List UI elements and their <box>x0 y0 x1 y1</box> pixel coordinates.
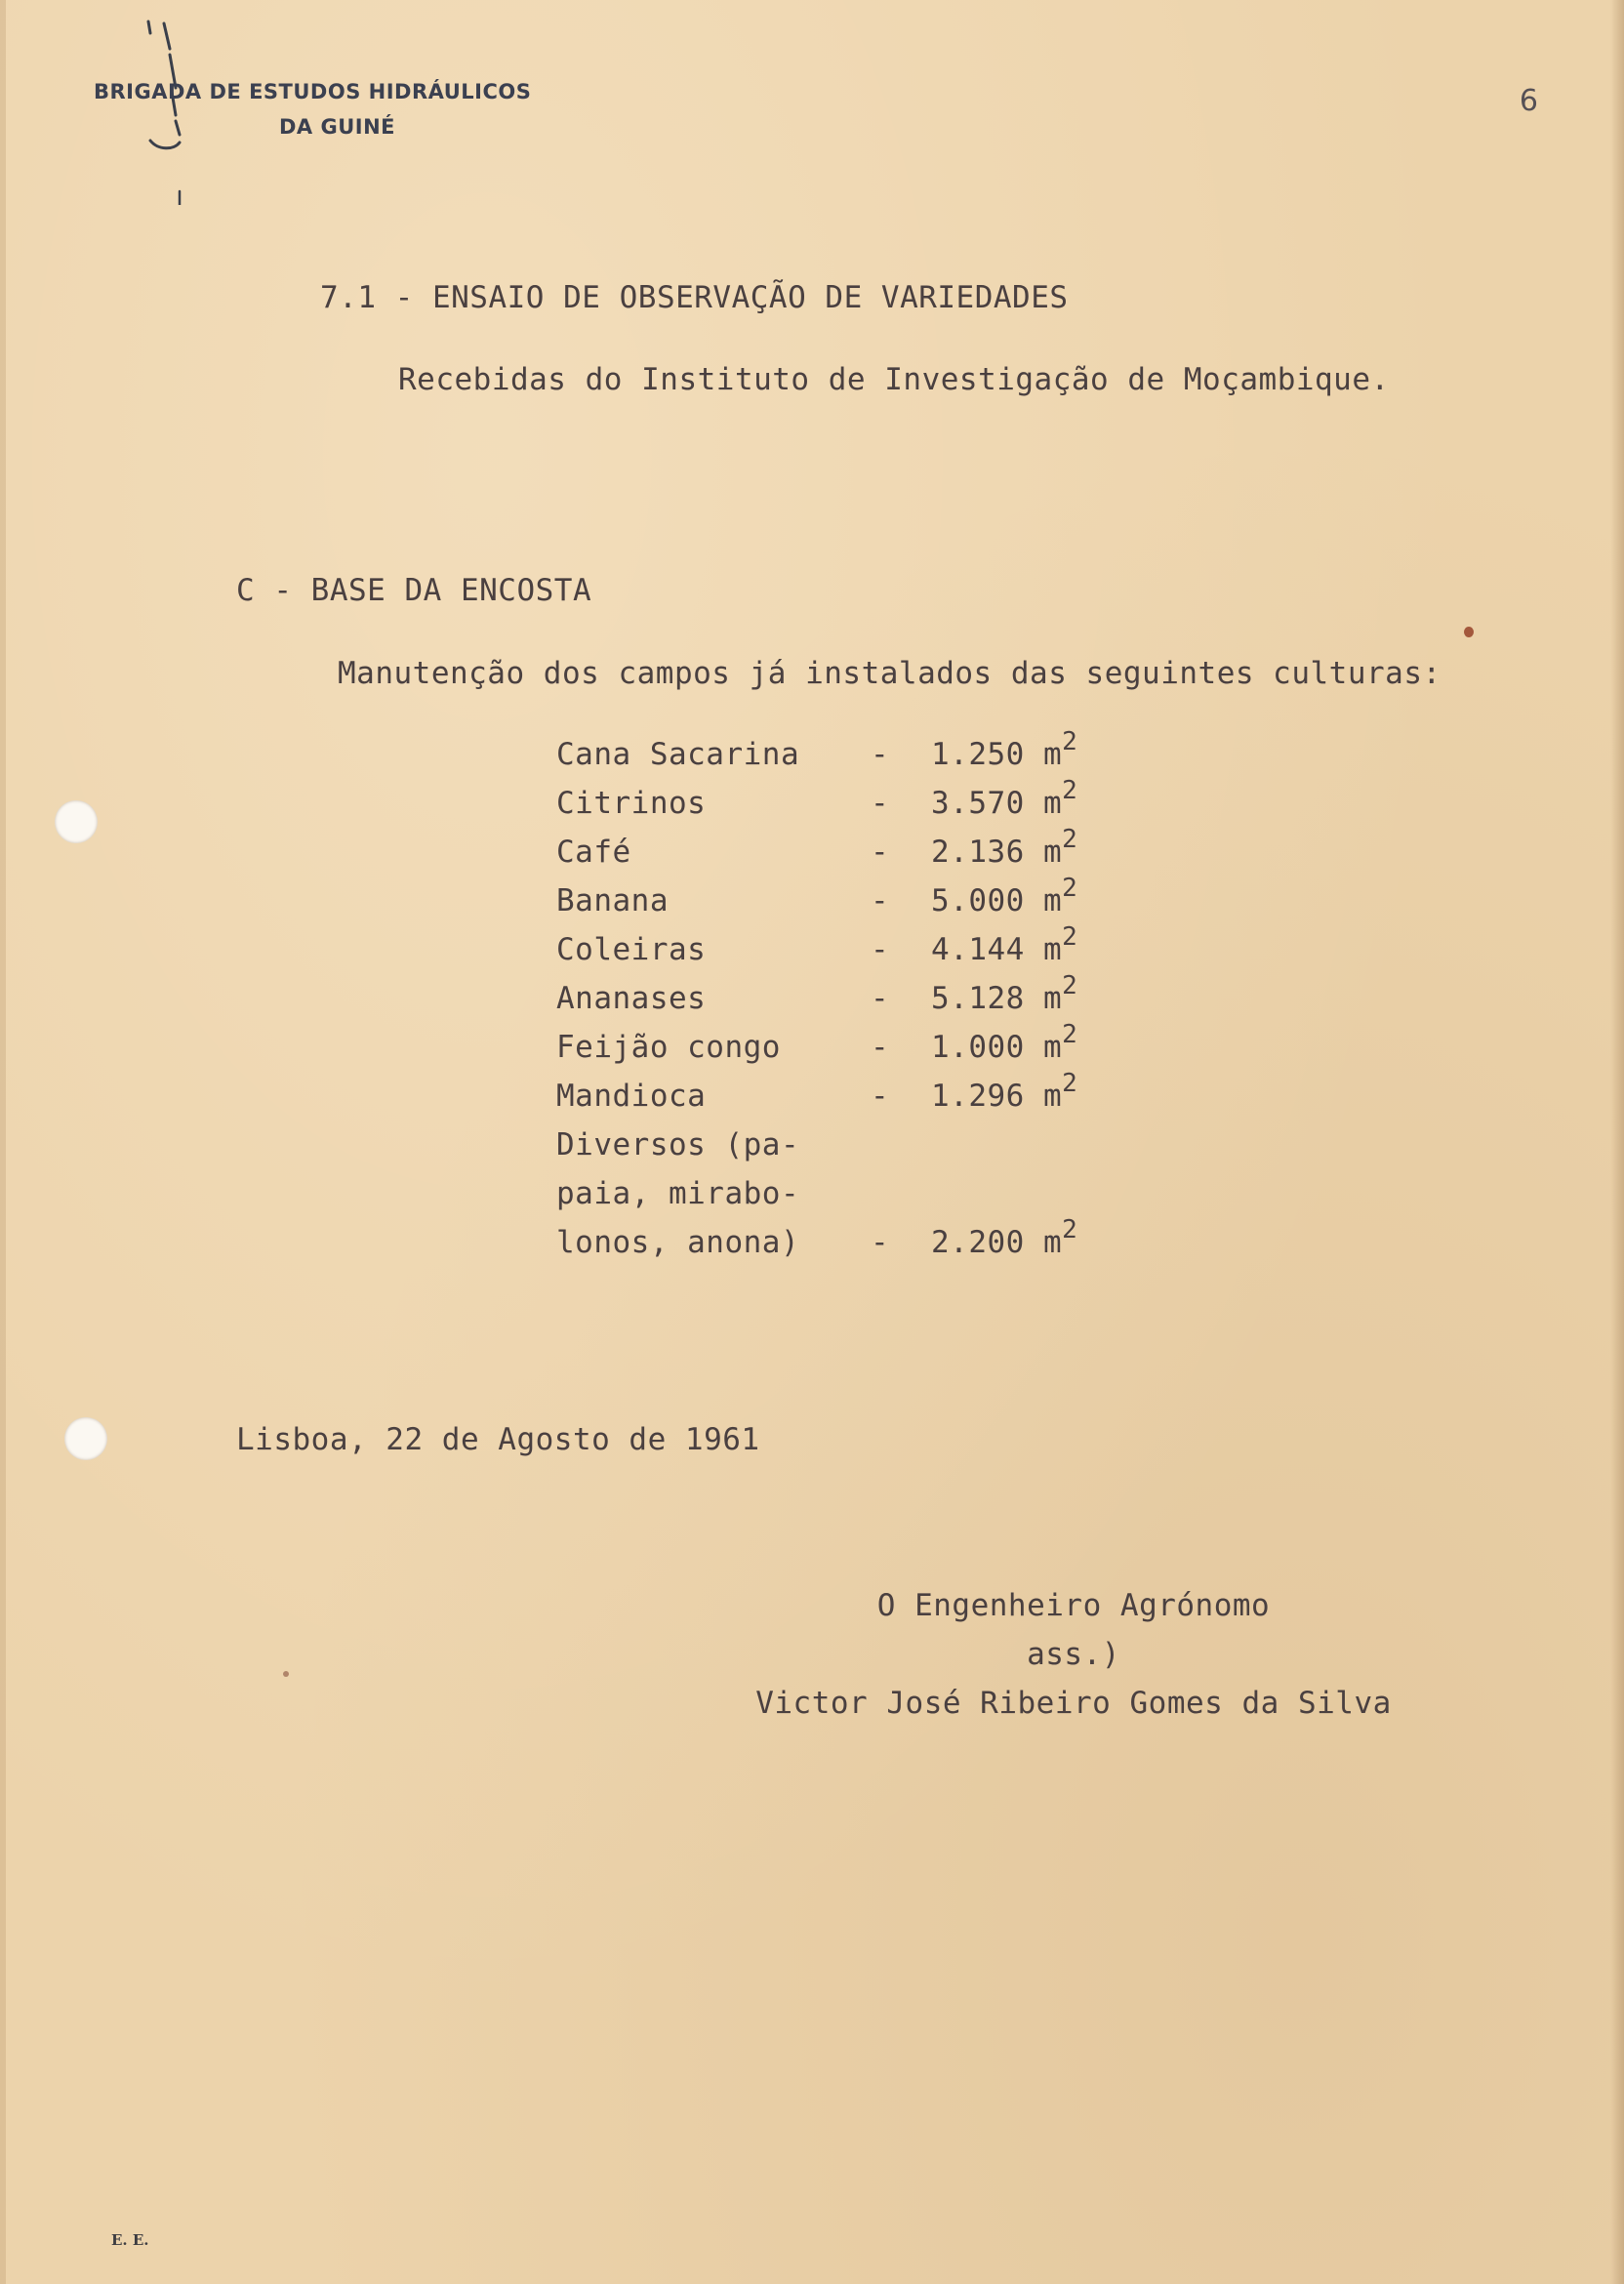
section-c-heading: C - BASE DA ENCOSTA <box>236 573 592 608</box>
paper-edge-right <box>1610 0 1624 2284</box>
dash-separator: - <box>871 1225 890 1260</box>
paper-edge-left <box>0 0 6 2284</box>
crop-name: Cana Sacarina <box>556 737 800 772</box>
table-row <box>556 1218 1077 1267</box>
crop-area: 1.296 $m^2$ <box>931 1068 1078 1114</box>
crop-name: Feijão congo <box>556 1030 781 1065</box>
crop-name: paia, mirabo- <box>556 1176 800 1211</box>
crop-area: 2.200 $m^2$ <box>931 1214 1078 1260</box>
intro-paragraph: Manutenção dos campos já instalados das seguintes culturas: <box>338 656 1441 691</box>
punch-hole <box>64 1417 107 1460</box>
place-and-date: Lisboa, 22 de Agosto de 1961 <box>236 1422 760 1457</box>
letterhead-line-1: BRIGADA DE ESTUDOS HIDRÁULICOS <box>94 80 532 103</box>
crop-name: Diversos (pa- <box>556 1127 800 1162</box>
signature-note: ass.) <box>1027 1637 1120 1672</box>
crop-area-table <box>556 726 1078 1267</box>
crop-area: 1.000 $m^2$ <box>931 1019 1078 1065</box>
crop-name: lonos, anona) <box>556 1225 800 1260</box>
ink-speck <box>283 1671 289 1677</box>
footer-code: E. E. <box>111 2231 149 2249</box>
crop-name: Ananases <box>556 981 707 1016</box>
crop-name: Banana <box>556 883 669 918</box>
section-subtitle: Recebidas do Instituto de Investigação de Moçambique. <box>398 362 1390 397</box>
ink-speck <box>1464 627 1474 637</box>
letterhead <box>94 74 531 144</box>
letterhead-line-2: DA GUINÉ <box>279 115 396 139</box>
dash-separator: - <box>871 981 890 1016</box>
table-row <box>556 779 1077 828</box>
table-row <box>556 1121 1077 1169</box>
crop-name: Citrinos <box>556 786 707 821</box>
table-row <box>556 925 1077 974</box>
crop-name: Mandioca <box>556 1079 707 1114</box>
signatory-name: Victor José Ribeiro Gomes da Silva <box>755 1686 1392 1721</box>
crop-area: 3.570 $m^2$ <box>931 775 1078 821</box>
signature-block <box>722 1581 1425 1728</box>
crop-name: Coleiras <box>556 932 707 967</box>
table-row <box>556 828 1077 877</box>
crop-area: 5.000 $m^2$ <box>931 873 1078 918</box>
dash-separator: - <box>871 737 890 772</box>
section-title: 7.1 - ENSAIO DE OBSERVAÇÃO DE VARIEDADES <box>320 280 1069 315</box>
crop-area: 4.144 $m^2$ <box>931 921 1078 967</box>
dash-separator: - <box>871 1030 890 1065</box>
page-number: 6 <box>1519 84 1538 118</box>
table-row <box>556 1072 1077 1121</box>
crop-name: Café <box>556 835 631 870</box>
dash-separator: - <box>871 1079 890 1114</box>
punch-hole <box>55 800 98 843</box>
signatory-title: O Engenheiro Agrónomo <box>876 1588 1271 1623</box>
table-row <box>556 1023 1077 1072</box>
crop-area: 5.128 $m^2$ <box>931 970 1078 1016</box>
crop-area: 1.250 $m^2$ <box>931 726 1078 772</box>
crop-area: 2.136 $m^2$ <box>931 824 1078 870</box>
dash-separator: - <box>871 883 890 918</box>
table-row <box>556 877 1077 925</box>
table-row <box>556 1169 1077 1218</box>
dash-separator: - <box>871 835 890 870</box>
dash-separator: - <box>871 786 890 821</box>
dash-separator: - <box>871 932 890 967</box>
table-row <box>556 730 1077 779</box>
table-row <box>556 974 1077 1023</box>
